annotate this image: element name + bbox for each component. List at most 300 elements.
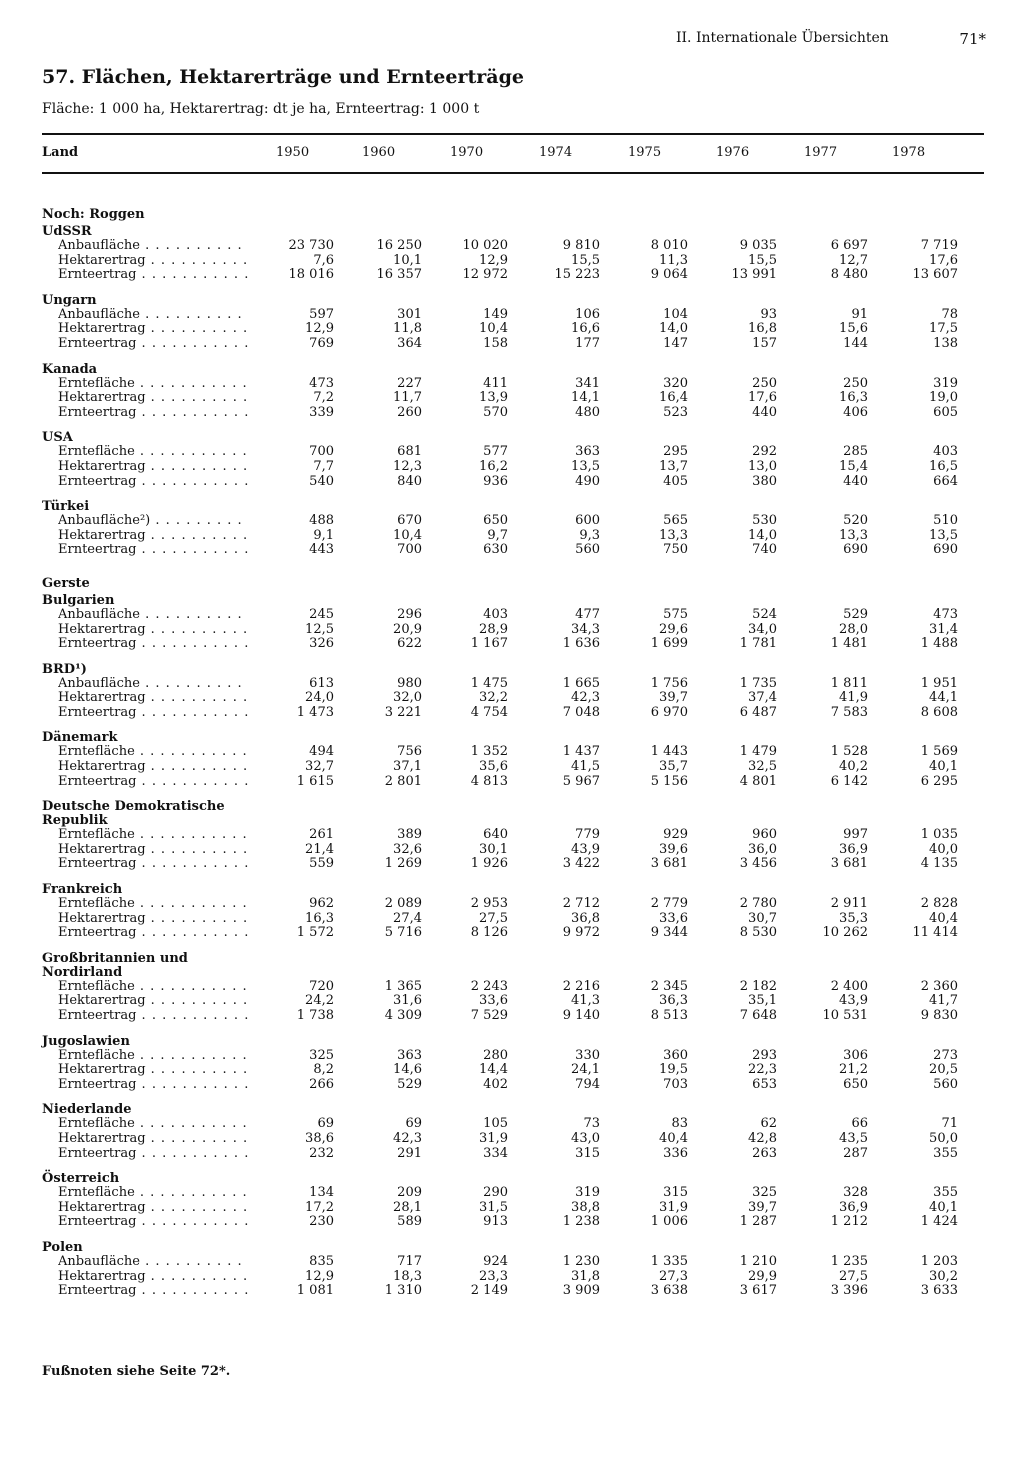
table-cell: 2 911	[830, 896, 868, 912]
table-cell: 177	[575, 335, 600, 351]
table-cell: 406	[843, 404, 868, 420]
table-cell: 83	[671, 1116, 688, 1132]
table-cell: 380	[752, 473, 777, 489]
table-cell: 12,9	[479, 252, 508, 268]
table-cell: 339	[309, 404, 334, 420]
crop-section-heading: Noch: Roggen	[42, 207, 145, 222]
table-cell: 5 967	[562, 773, 600, 789]
table-cell: 13,0	[748, 458, 777, 474]
table-row	[42, 543, 984, 558]
header-rule-top	[42, 133, 984, 135]
table-cell: 293	[752, 1047, 777, 1063]
table-cell: 250	[843, 375, 868, 391]
table-row	[42, 760, 984, 775]
year-header-1960: 1960	[362, 145, 396, 160]
table-cell: 360	[663, 1047, 688, 1063]
table-cell: 44,1	[929, 690, 958, 706]
table-title: 57. Flächen, Hektarerträge und Ernteerträge	[42, 66, 524, 88]
table-cell: 1 665	[562, 675, 600, 691]
country-block	[42, 363, 984, 421]
table-row	[42, 322, 984, 337]
table-cell: 17,2	[305, 1199, 334, 1215]
table-body	[42, 200, 984, 1380]
table-cell: 16,2	[479, 458, 508, 474]
row-label: Hektarertrag . . .	[58, 1132, 248, 1147]
table-row	[42, 445, 984, 460]
table-row	[42, 239, 984, 254]
table-cell: 41,9	[839, 690, 868, 706]
country-block	[42, 431, 984, 489]
table-cell: 840	[397, 473, 422, 489]
table-cell: 1 528	[830, 744, 868, 760]
table-cell: 43,5	[839, 1130, 868, 1146]
table-cell: 2 828	[920, 896, 958, 912]
table-cell: 30,7	[748, 910, 777, 926]
table-cell: 261	[309, 827, 334, 843]
table-cell: 1 738	[296, 1008, 334, 1023]
row-label: Hektarertrag . . .	[58, 1201, 248, 1216]
table-cell: 285	[843, 444, 868, 460]
table-cell: 9 810	[562, 238, 600, 253]
table-cell: 13,3	[659, 527, 688, 543]
table-cell: 10,1	[393, 252, 422, 268]
table-cell: 14,0	[748, 527, 777, 543]
table-row	[42, 308, 984, 323]
table-cell: 10 531	[822, 1008, 868, 1023]
table-cell: 106	[575, 306, 600, 322]
table-cell: 9 344	[650, 925, 688, 941]
table-cell: 17,6	[748, 390, 777, 406]
table-cell: 2 953	[470, 896, 508, 912]
row-label: Anbaufläche . . .	[58, 608, 248, 623]
table-cell: 15,6	[839, 321, 868, 337]
table-cell: 273	[933, 1047, 958, 1063]
table-cell: 69	[405, 1116, 422, 1132]
table-cell: 510	[933, 513, 958, 529]
table-cell: 1 443	[650, 744, 688, 760]
table-cell: 779	[575, 827, 600, 843]
table-row	[42, 706, 984, 721]
table-cell: 230	[309, 1214, 334, 1230]
table-cell: 717	[397, 1253, 422, 1269]
table-cell: 29,9	[748, 1268, 777, 1284]
table-cell: 28,9	[479, 621, 508, 637]
table-cell: 7 719	[920, 238, 958, 253]
table-cell: 650	[483, 513, 508, 529]
table-cell: 19,5	[659, 1062, 688, 1078]
table-cell: 28,1	[393, 1199, 422, 1215]
row-label: Ernteertrag . . .	[58, 475, 248, 490]
table-cell: 10,4	[479, 321, 508, 337]
table-row	[42, 1215, 984, 1230]
table-cell: 8 010	[650, 238, 688, 253]
table-cell: 6 970	[650, 704, 688, 720]
table-cell: 402	[483, 1076, 508, 1092]
table-cell: 14,0	[659, 321, 688, 337]
table-cell: 1 212	[830, 1214, 868, 1230]
table-cell: 29,6	[659, 621, 688, 637]
table-cell: 43,9	[839, 993, 868, 1009]
table-cell: 2 779	[650, 896, 688, 912]
table-cell: 105	[483, 1116, 508, 1132]
table-cell: 613	[309, 675, 334, 691]
row-label: Erntefläche . . .	[58, 828, 248, 843]
table-cell: 440	[843, 473, 868, 489]
table-cell: 529	[397, 1076, 422, 1092]
table-cell: 405	[663, 473, 688, 489]
table-cell: 263	[752, 1145, 777, 1161]
table-cell: 295	[663, 444, 688, 460]
table-cell: 8 513	[650, 1008, 688, 1023]
table-row	[42, 1063, 984, 1078]
table-cell: 1 310	[384, 1283, 422, 1299]
row-label: Ernteertrag . . .	[58, 637, 248, 652]
table-cell: 13,5	[571, 458, 600, 474]
row-label: Anbaufläche . . .	[58, 308, 248, 323]
table-cell: 936	[483, 473, 508, 489]
table-row	[42, 608, 984, 623]
table-cell: 15,5	[748, 252, 777, 268]
table-cell: 2 360	[920, 978, 958, 994]
row-label: Hektarertrag . . .	[58, 322, 248, 337]
table-cell: 403	[483, 606, 508, 622]
table-cell: 364	[397, 335, 422, 351]
table-row	[42, 994, 984, 1009]
country-name: UdSSR	[42, 224, 92, 239]
year-header-1978: 1978	[892, 145, 926, 160]
table-cell: 43,9	[571, 841, 600, 857]
row-label: Anbaufläche²) . . .	[58, 514, 248, 529]
table-cell: 4 309	[384, 1008, 422, 1023]
table-cell: 3 681	[830, 856, 868, 872]
table-cell: 630	[483, 542, 508, 558]
table-cell: 41,7	[929, 993, 958, 1009]
row-label: Hektarertrag . . .	[58, 1063, 248, 1078]
year-header-1975: 1975	[628, 145, 662, 160]
row-label: Ernteertrag . . .	[58, 1284, 248, 1299]
table-cell: 980	[397, 675, 422, 691]
table-cell: 700	[309, 444, 334, 460]
table-cell: 36,0	[748, 841, 777, 857]
table-cell: 3 909	[562, 1283, 600, 1299]
table-cell: 14,1	[571, 390, 600, 406]
table-row	[42, 1049, 984, 1064]
table-cell: 8,2	[313, 1062, 334, 1078]
table-row	[42, 514, 984, 529]
table-cell: 21,4	[305, 841, 334, 857]
country-name: USA	[42, 430, 73, 446]
table-cell: 4 135	[920, 856, 958, 872]
table-cell: 38,8	[571, 1199, 600, 1215]
table-cell: 355	[933, 1185, 958, 1201]
table-row	[42, 529, 984, 544]
running-head-section: II. Internationale Übersichten	[676, 30, 889, 46]
table-cell: 7,2	[313, 390, 334, 406]
table-cell: 33,6	[479, 993, 508, 1009]
row-label: Ernteertrag . . .	[58, 775, 248, 790]
table-cell: 36,9	[839, 841, 868, 857]
row-label: Ernteertrag . . .	[58, 1215, 248, 1230]
table-cell: 24,0	[305, 690, 334, 706]
table-row	[42, 1201, 984, 1216]
country-name: Polen	[42, 1239, 83, 1255]
table-cell: 330	[575, 1047, 600, 1063]
row-label: Erntefläche . . .	[58, 377, 248, 392]
country-name: BRD¹)	[42, 661, 87, 677]
table-cell: 1 636	[562, 636, 600, 652]
crop-section-heading: Gerste	[42, 575, 90, 591]
table-cell: 440	[752, 404, 777, 420]
row-label: Hektarertrag . . .	[58, 691, 248, 706]
table-cell: 296	[397, 606, 422, 622]
row-label: Hektarertrag . . .	[58, 760, 248, 775]
table-row	[42, 1117, 984, 1132]
country-block	[42, 663, 984, 721]
table-row	[42, 637, 984, 652]
table-cell: 9 035	[739, 238, 777, 253]
footnote-reference: Fußnoten siehe Seite 72*.	[42, 1364, 231, 1379]
table-cell: 16,4	[659, 390, 688, 406]
table-cell: 670	[397, 513, 422, 529]
table-cell: 24,2	[305, 993, 334, 1009]
table-cell: 157	[752, 335, 777, 351]
table-cell: 1 203	[920, 1253, 958, 1269]
table-cell: 13,9	[479, 390, 508, 406]
table-cell: 19,0	[929, 390, 958, 406]
year-header-1950: 1950	[276, 145, 310, 160]
country-block	[42, 225, 984, 283]
table-cell: 700	[397, 542, 422, 558]
table-cell: 1 365	[384, 978, 422, 994]
table-units-note: Fläche: 1 000 ha, Hektarertrag: dt je ha, Ernteertrag: 1 000 t	[42, 101, 480, 117]
table-cell: 3 638	[650, 1283, 688, 1299]
table-cell: 8 530	[739, 925, 777, 941]
table-row	[42, 1147, 984, 1162]
table-cell: 769	[309, 335, 334, 351]
row-label: Ernteertrag . . .	[58, 543, 248, 558]
table-cell: 35,7	[659, 759, 688, 775]
table-cell: 1 781	[739, 636, 777, 652]
table-row	[42, 1270, 984, 1285]
table-cell: 40,1	[929, 1199, 958, 1215]
table-cell: 597	[309, 306, 334, 322]
table-cell: 1 238	[562, 1214, 600, 1230]
row-label: Ernteertrag . . .	[58, 1147, 248, 1162]
table-cell: 336	[663, 1145, 688, 1161]
table-cell: 653	[752, 1076, 777, 1092]
table-cell: 12 972	[462, 267, 508, 283]
row-label: Anbaufläche . . .	[58, 677, 248, 692]
table-cell: 39,6	[659, 841, 688, 857]
table-cell: 16 250	[376, 238, 422, 253]
table-cell: 16,6	[571, 321, 600, 337]
country-name: Großbritannien und Nordirland	[42, 950, 188, 980]
table-cell: 570	[483, 404, 508, 420]
table-cell: 3 633	[920, 1283, 958, 1299]
row-label: Hektarertrag . . .	[58, 460, 248, 475]
table-cell: 35,3	[839, 910, 868, 926]
row-label: Ernteertrag . . .	[58, 1078, 248, 1093]
table-cell: 32,6	[393, 841, 422, 857]
table-cell: 10 020	[462, 238, 508, 253]
table-row	[42, 828, 984, 843]
table-cell: 31,8	[571, 1268, 600, 1284]
table-cell: 21,2	[839, 1062, 868, 1078]
table-cell: 575	[663, 606, 688, 622]
table-cell: 93	[760, 306, 777, 322]
table-cell: 8 608	[920, 704, 958, 720]
table-cell: 524	[752, 606, 777, 622]
table-cell: 529	[843, 606, 868, 622]
table-cell: 31,5	[479, 1199, 508, 1215]
table-cell: 1 424	[920, 1214, 958, 1230]
table-cell: 560	[933, 1076, 958, 1092]
table-cell: 363	[575, 444, 600, 460]
table-row	[42, 1186, 984, 1201]
country-name: Kanada	[42, 361, 98, 377]
table-cell: 36,8	[571, 910, 600, 926]
table-cell: 7 583	[830, 704, 868, 720]
table-cell: 69	[317, 1116, 334, 1132]
country-block	[42, 1172, 984, 1230]
table-cell: 37,4	[748, 690, 777, 706]
table-cell: 3 422	[562, 856, 600, 872]
table-row	[42, 460, 984, 475]
country-name: Dänemark	[42, 730, 118, 746]
table-cell: 3 617	[739, 1283, 777, 1299]
table-cell: 1 335	[650, 1253, 688, 1269]
year-header-1974: 1974	[539, 145, 573, 160]
table-cell: 266	[309, 1076, 334, 1092]
table-cell: 1 081	[296, 1283, 334, 1299]
table-cell: 260	[397, 404, 422, 420]
country-block	[42, 500, 984, 558]
table-cell: 32,0	[393, 690, 422, 706]
table-row	[42, 1255, 984, 1270]
table-cell: 27,5	[479, 910, 508, 926]
table-row	[42, 254, 984, 269]
table-cell: 1 735	[739, 675, 777, 691]
table-cell: 494	[309, 744, 334, 760]
table-cell: 245	[309, 606, 334, 622]
table-cell: 6 295	[920, 773, 958, 789]
table-cell: 50,0	[929, 1130, 958, 1146]
table-cell: 78	[941, 306, 958, 322]
table-cell: 250	[752, 375, 777, 391]
table-cell: 292	[752, 444, 777, 460]
country-block	[42, 952, 984, 1024]
table-cell: 1 572	[296, 925, 334, 941]
row-label: Ernteertrag . . .	[58, 406, 248, 421]
row-label: Hektarertrag . . .	[58, 1270, 248, 1285]
country-block	[42, 731, 984, 789]
header-rule-bottom	[42, 172, 984, 174]
table-cell: 16,3	[305, 910, 334, 926]
table-cell: 589	[397, 1214, 422, 1230]
table-cell: 794	[575, 1076, 600, 1092]
table-cell: 720	[309, 978, 334, 994]
table-cell: 6 697	[830, 238, 868, 253]
country-name: Türkei	[42, 499, 90, 515]
table-cell: 1 235	[830, 1253, 868, 1269]
table-cell: 703	[663, 1076, 688, 1092]
table-cell: 530	[752, 513, 777, 529]
table-cell: 10 262	[822, 925, 868, 941]
table-cell: 363	[397, 1047, 422, 1063]
table-cell: 1 926	[470, 856, 508, 872]
table-cell: 15,5	[571, 252, 600, 268]
table-cell: 15 223	[554, 267, 600, 283]
table-row	[42, 980, 984, 995]
table-cell: 9,7	[487, 527, 508, 543]
row-label: Ernteertrag . . .	[58, 926, 248, 941]
table-cell: 1 230	[562, 1253, 600, 1269]
table-cell: 913	[483, 1214, 508, 1230]
table-cell: 2 216	[562, 978, 600, 994]
country-block	[42, 1035, 984, 1093]
row-label: Hektarertrag . . .	[58, 529, 248, 544]
table-cell: 306	[843, 1047, 868, 1063]
table-cell: 328	[843, 1185, 868, 1201]
table-cell: 1 006	[650, 1214, 688, 1230]
country-block	[42, 594, 984, 652]
table-cell: 319	[575, 1185, 600, 1201]
table-cell: 11,7	[393, 390, 422, 406]
table-cell: 16 357	[376, 267, 422, 283]
table-cell: 291	[397, 1145, 422, 1161]
table-cell: 18 016	[288, 267, 334, 283]
country-name: Frankreich	[42, 882, 123, 898]
table-cell: 42,8	[748, 1130, 777, 1146]
table-row	[42, 406, 984, 421]
table-cell: 1 287	[739, 1214, 777, 1230]
table-cell: 3 681	[650, 856, 688, 872]
table-cell: 559	[309, 856, 334, 872]
table-cell: 33,6	[659, 910, 688, 926]
table-cell: 622	[397, 636, 422, 652]
country-block	[42, 1103, 984, 1161]
table-cell: 1 437	[562, 744, 600, 760]
row-label: Anbaufläche . . .	[58, 1255, 248, 1270]
table-cell: 1 756	[650, 675, 688, 691]
table-cell: 1 475	[470, 675, 508, 691]
country-name: Niederlande	[42, 1102, 132, 1118]
row-label: Erntefläche . . .	[58, 897, 248, 912]
land-column-header: Land	[42, 145, 79, 160]
table-cell: 3 456	[739, 856, 777, 872]
table-cell: 91	[851, 306, 868, 322]
table-cell: 565	[663, 513, 688, 529]
table-cell: 960	[752, 827, 777, 843]
table-cell: 605	[933, 404, 958, 420]
table-cell: 473	[933, 606, 958, 622]
country-name: Österreich	[42, 1171, 120, 1187]
table-cell: 12,9	[305, 321, 334, 337]
table-cell: 301	[397, 306, 422, 322]
table-cell: 3 221	[384, 704, 422, 720]
year-header-1970: 1970	[450, 145, 484, 160]
table-cell: 1 035	[920, 827, 958, 843]
table-cell: 962	[309, 896, 334, 912]
table-cell: 23 730	[288, 238, 334, 253]
table-cell: 325	[752, 1185, 777, 1201]
table-cell: 36,9	[839, 1199, 868, 1215]
table-cell: 16,3	[839, 390, 868, 406]
table-cell: 488	[309, 513, 334, 529]
country-block	[42, 800, 984, 872]
table-cell: 37,1	[393, 759, 422, 775]
row-label: Erntefläche . . .	[58, 1117, 248, 1132]
